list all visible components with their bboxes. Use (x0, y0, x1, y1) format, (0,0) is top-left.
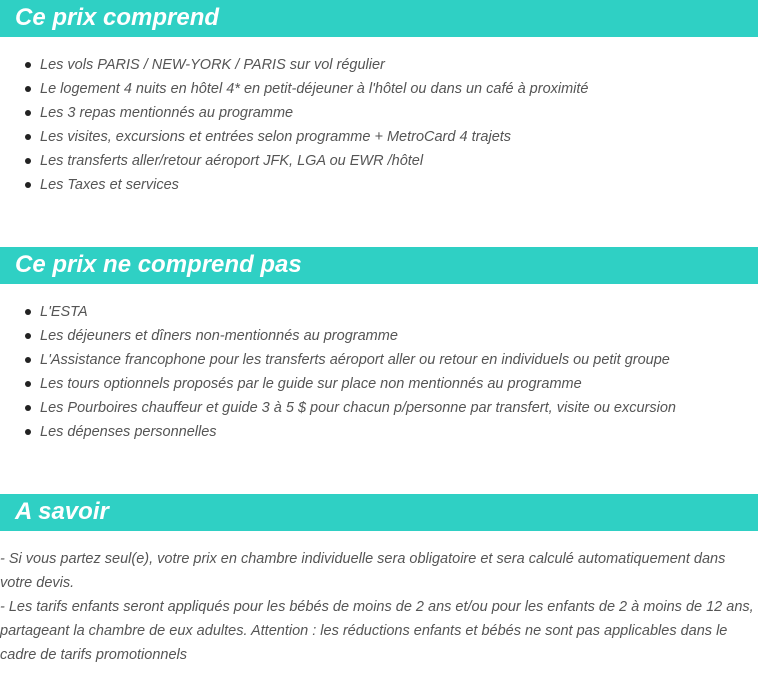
bullet-icon (25, 62, 31, 68)
section-header-included (0, 0, 758, 37)
list-item: Les déjeuners et dîners non-mentionnés au programme (0, 324, 758, 348)
section-title-not-included: Ce prix ne comprend pas (15, 251, 302, 278)
section-header-not-included (0, 247, 758, 284)
section-title-a-savoir: A savoir (15, 498, 109, 525)
bullet-icon (25, 357, 31, 363)
list-item: Les Pourboires chauffeur et guide 3 à 5 $ pour chacun p/personne par transfert, visite ou excursion (0, 396, 758, 420)
included-list (0, 53, 758, 197)
list-item: L'ESTA (0, 300, 758, 324)
list-item: Les transferts aller/retour aéroport JFK, LGA ou EWR /hôtel (0, 149, 758, 173)
bullet-icon (25, 333, 31, 339)
section-title-included: Ce prix comprend (15, 4, 220, 31)
list-item: Les dépenses personnelles (0, 420, 758, 444)
list-item: Les Taxes et services (0, 173, 758, 197)
bullet-icon (25, 110, 31, 116)
bullet-icon (25, 381, 31, 387)
bullet-icon (25, 405, 31, 411)
list-item: Le logement 4 nuits en hôtel 4* en petit-déjeuner à l'hôtel ou dans un café à proximité (0, 77, 758, 101)
bullet-icon (25, 429, 31, 435)
not-included-list (0, 300, 758, 444)
bullet-icon (25, 309, 31, 315)
list-item: Les vols PARIS / NEW-YORK / PARIS sur vol régulier (0, 53, 758, 77)
section-header-a-savoir (0, 494, 758, 531)
list-item: Les tours optionnels proposés par le guide sur place non mentionnés au programme (0, 372, 758, 396)
paragraph-single-room: - Si vous partez seul(e), votre prix en chambre individuelle sera obligatoire et sera calculé automatiquement dans votre devis. (0, 551, 726, 591)
list-item: L'Assistance francophone pour les transferts aéroport aller ou retour en individuels ou petit groupe (0, 348, 758, 372)
paragraph-child-rates: - Les tarifs enfants seront appliqués pour les bébés de moins de 2 ans et/ou pour les enfants de 2 à moins de 12 ans, partageant la chambre de eux adultes. Attention : les réductions enfants et bébés ne sont pas applicables dans le cadre de tarifs promotionnels (0, 599, 754, 663)
bullet-icon (25, 86, 31, 92)
list-item: Les 3 repas mentionnés au programme (0, 101, 758, 125)
a-savoir-text (0, 547, 758, 667)
bullet-icon (25, 134, 31, 140)
bullet-icon (25, 158, 31, 164)
bullet-icon (25, 182, 31, 188)
list-item: Les visites, excursions et entrées selon programme + MetroCard 4 trajets (0, 125, 758, 149)
